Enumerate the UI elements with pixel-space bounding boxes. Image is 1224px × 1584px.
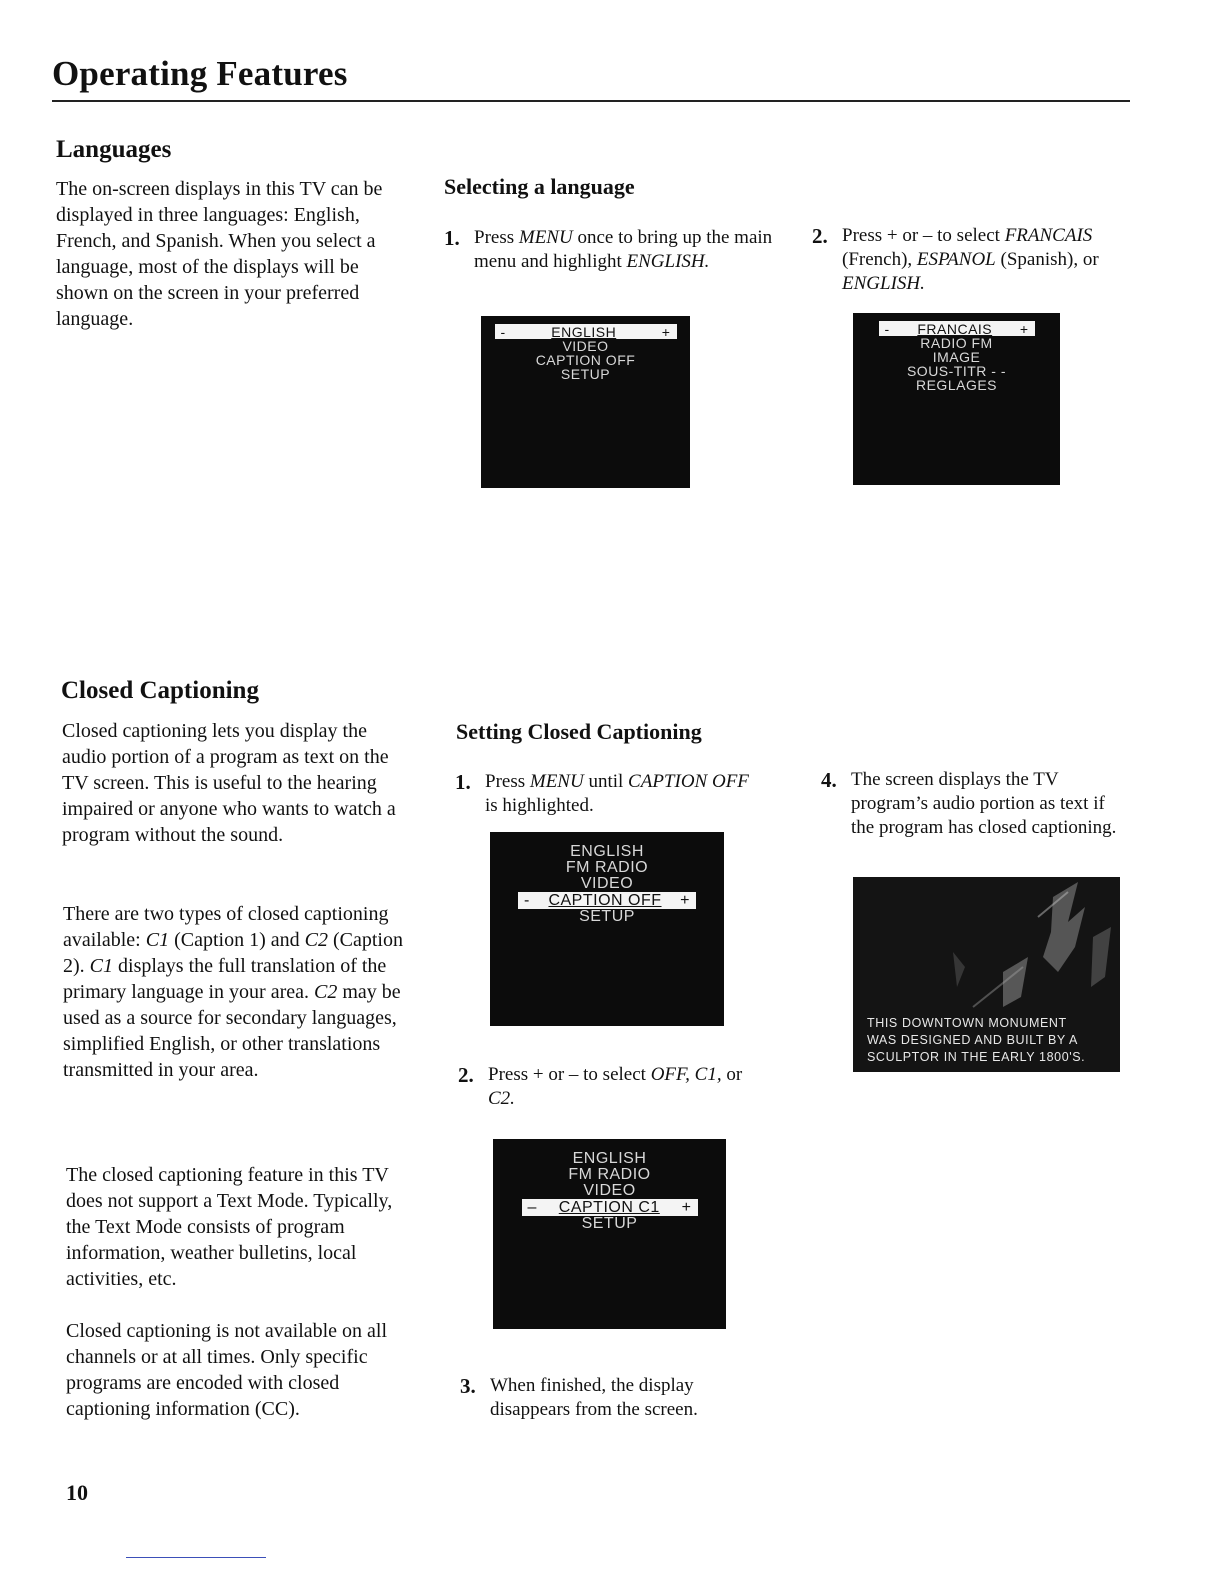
language-step-1 <box>444 226 774 274</box>
languages-heading: Languages <box>56 136 172 163</box>
selecting-language-heading: Selecting a language <box>444 174 635 199</box>
footer-rule <box>126 1557 266 1558</box>
step-text: Press MENU until CAPTION OFF is highlighted. <box>485 771 749 816</box>
step-number: 4. <box>821 768 837 792</box>
step-text: Press + or – to select OFF, C1, or C2. <box>488 1064 743 1109</box>
step-number: 1. <box>444 226 460 250</box>
menu-item: CAPTION OFF <box>535 352 636 368</box>
menu-item: VIDEO <box>583 1182 636 1199</box>
minus-indicator: - <box>500 323 506 340</box>
menu-item: SETUP <box>579 908 635 925</box>
menu-item: ENGLISH <box>570 843 644 860</box>
menu-item: RADIO FM <box>920 335 993 351</box>
step-text: The screen displays the TV program’s audio portion as text if the program has closed captioning. <box>851 769 1117 838</box>
menu-item: SETUP <box>581 1215 638 1232</box>
step-text: Press MENU once to bring up the main menu and highlight ENGLISH. <box>474 227 773 272</box>
menu-item: FM RADIO <box>565 859 649 876</box>
menu-highlight-caption-off <box>518 892 696 909</box>
tv-screen-caption-c1 <box>493 1139 726 1329</box>
caption-line: THIS DOWNTOWN MONUMENT <box>867 1016 1067 1030</box>
cc-paragraph-3: The closed captioning feature in this TV does not support a Text Mode. Typically, the Text Mode consists of program information, weather bulletins, local activities, etc. <box>66 1164 393 1290</box>
closed-caption-text <box>867 1015 1106 1066</box>
caption-line: SCULPTOR IN THE EARLY 1800'S. <box>867 1050 1086 1064</box>
tv-screen-french-menu <box>853 313 1060 485</box>
step-number: 2. <box>812 224 828 248</box>
menu-item: FM RADIO <box>568 1166 651 1183</box>
cc-paragraph-1: Closed captioning lets you display the audio portion of a program as text on the TV screen. This is useful to the hearing impaired or anyone who wants to watch a program without the sound. <box>62 720 396 846</box>
step-number: 3. <box>460 1374 476 1398</box>
step-text: When finished, the display disappears from the screen. <box>490 1375 698 1420</box>
menu-item: SOUS-TITR - - <box>906 363 1007 379</box>
cc-step-3 <box>460 1374 760 1422</box>
menu-item: REGLAGES <box>915 377 998 393</box>
menu-item: VIDEO <box>580 875 634 892</box>
caption-line: WAS DESIGNED AND BUILT BY A <box>867 1033 1078 1047</box>
highlight-label: FRANCAIS <box>917 320 993 337</box>
cc-paragraph-4: Closed captioning is not available on all channels or at all times. Only specific programs are encoded with closed captioning information (CC). <box>66 1320 388 1420</box>
tv-screen-caption-off <box>490 832 724 1026</box>
cc-step-2 <box>458 1063 758 1111</box>
tv-screen-english-menu <box>481 316 690 488</box>
plus-indicator: + <box>661 323 671 340</box>
language-step-2 <box>812 224 1132 296</box>
title-divider <box>52 100 1130 102</box>
closed-captioning-heading: Closed Captioning <box>61 677 259 704</box>
menu-highlight-caption-c1 <box>522 1199 698 1216</box>
plus-indicator: + <box>680 891 690 909</box>
cc-step-1 <box>455 770 755 818</box>
minus-indicator: - <box>524 891 530 909</box>
menu-item: SETUP <box>560 366 611 382</box>
minus-indicator: - <box>884 320 890 337</box>
menu-item: IMAGE <box>932 349 981 365</box>
highlight-label: CAPTION C1 <box>558 1198 660 1216</box>
page-title: Operating Features <box>52 54 348 93</box>
plus-indicator: + <box>681 1198 692 1216</box>
highlight-label: ENGLISH <box>551 323 617 340</box>
menu-highlight-english <box>495 324 677 339</box>
cc-paragraph-2: There are two types of closed captioning available: C1 (Caption 1) and C2 (Caption 2). C1 displays the full translation of the primary language in your area. C2 may be used as a source for secondary languages, simplified English, or other translations transmitted in your area. <box>63 903 403 1081</box>
minus-indicator: – <box>527 1198 537 1216</box>
menu-item: VIDEO <box>562 338 609 354</box>
menu-item: ENGLISH <box>572 1150 647 1167</box>
cc-step-4 <box>821 768 1126 840</box>
languages-intro: The on-screen displays in this TV can be displayed in three languages: English, French, and Spanish. When you select a language, most of the displays will be shown on the screen in your preferred language. <box>56 178 383 330</box>
menu-highlight-francais <box>879 321 1035 336</box>
step-number: 2. <box>458 1063 474 1087</box>
step-number: 1. <box>455 770 471 794</box>
step-text: Press + or – to select FRANCAIS (French), ESPANOL (Spanish), or ENGLISH. <box>842 225 1099 294</box>
plus-indicator: + <box>1019 320 1029 337</box>
setting-cc-heading: Setting Closed Captioning <box>456 719 702 744</box>
page-number: 10 <box>66 1480 88 1505</box>
highlight-label: CAPTION OFF <box>548 891 662 909</box>
tv-screen-caption-example <box>853 877 1120 1072</box>
